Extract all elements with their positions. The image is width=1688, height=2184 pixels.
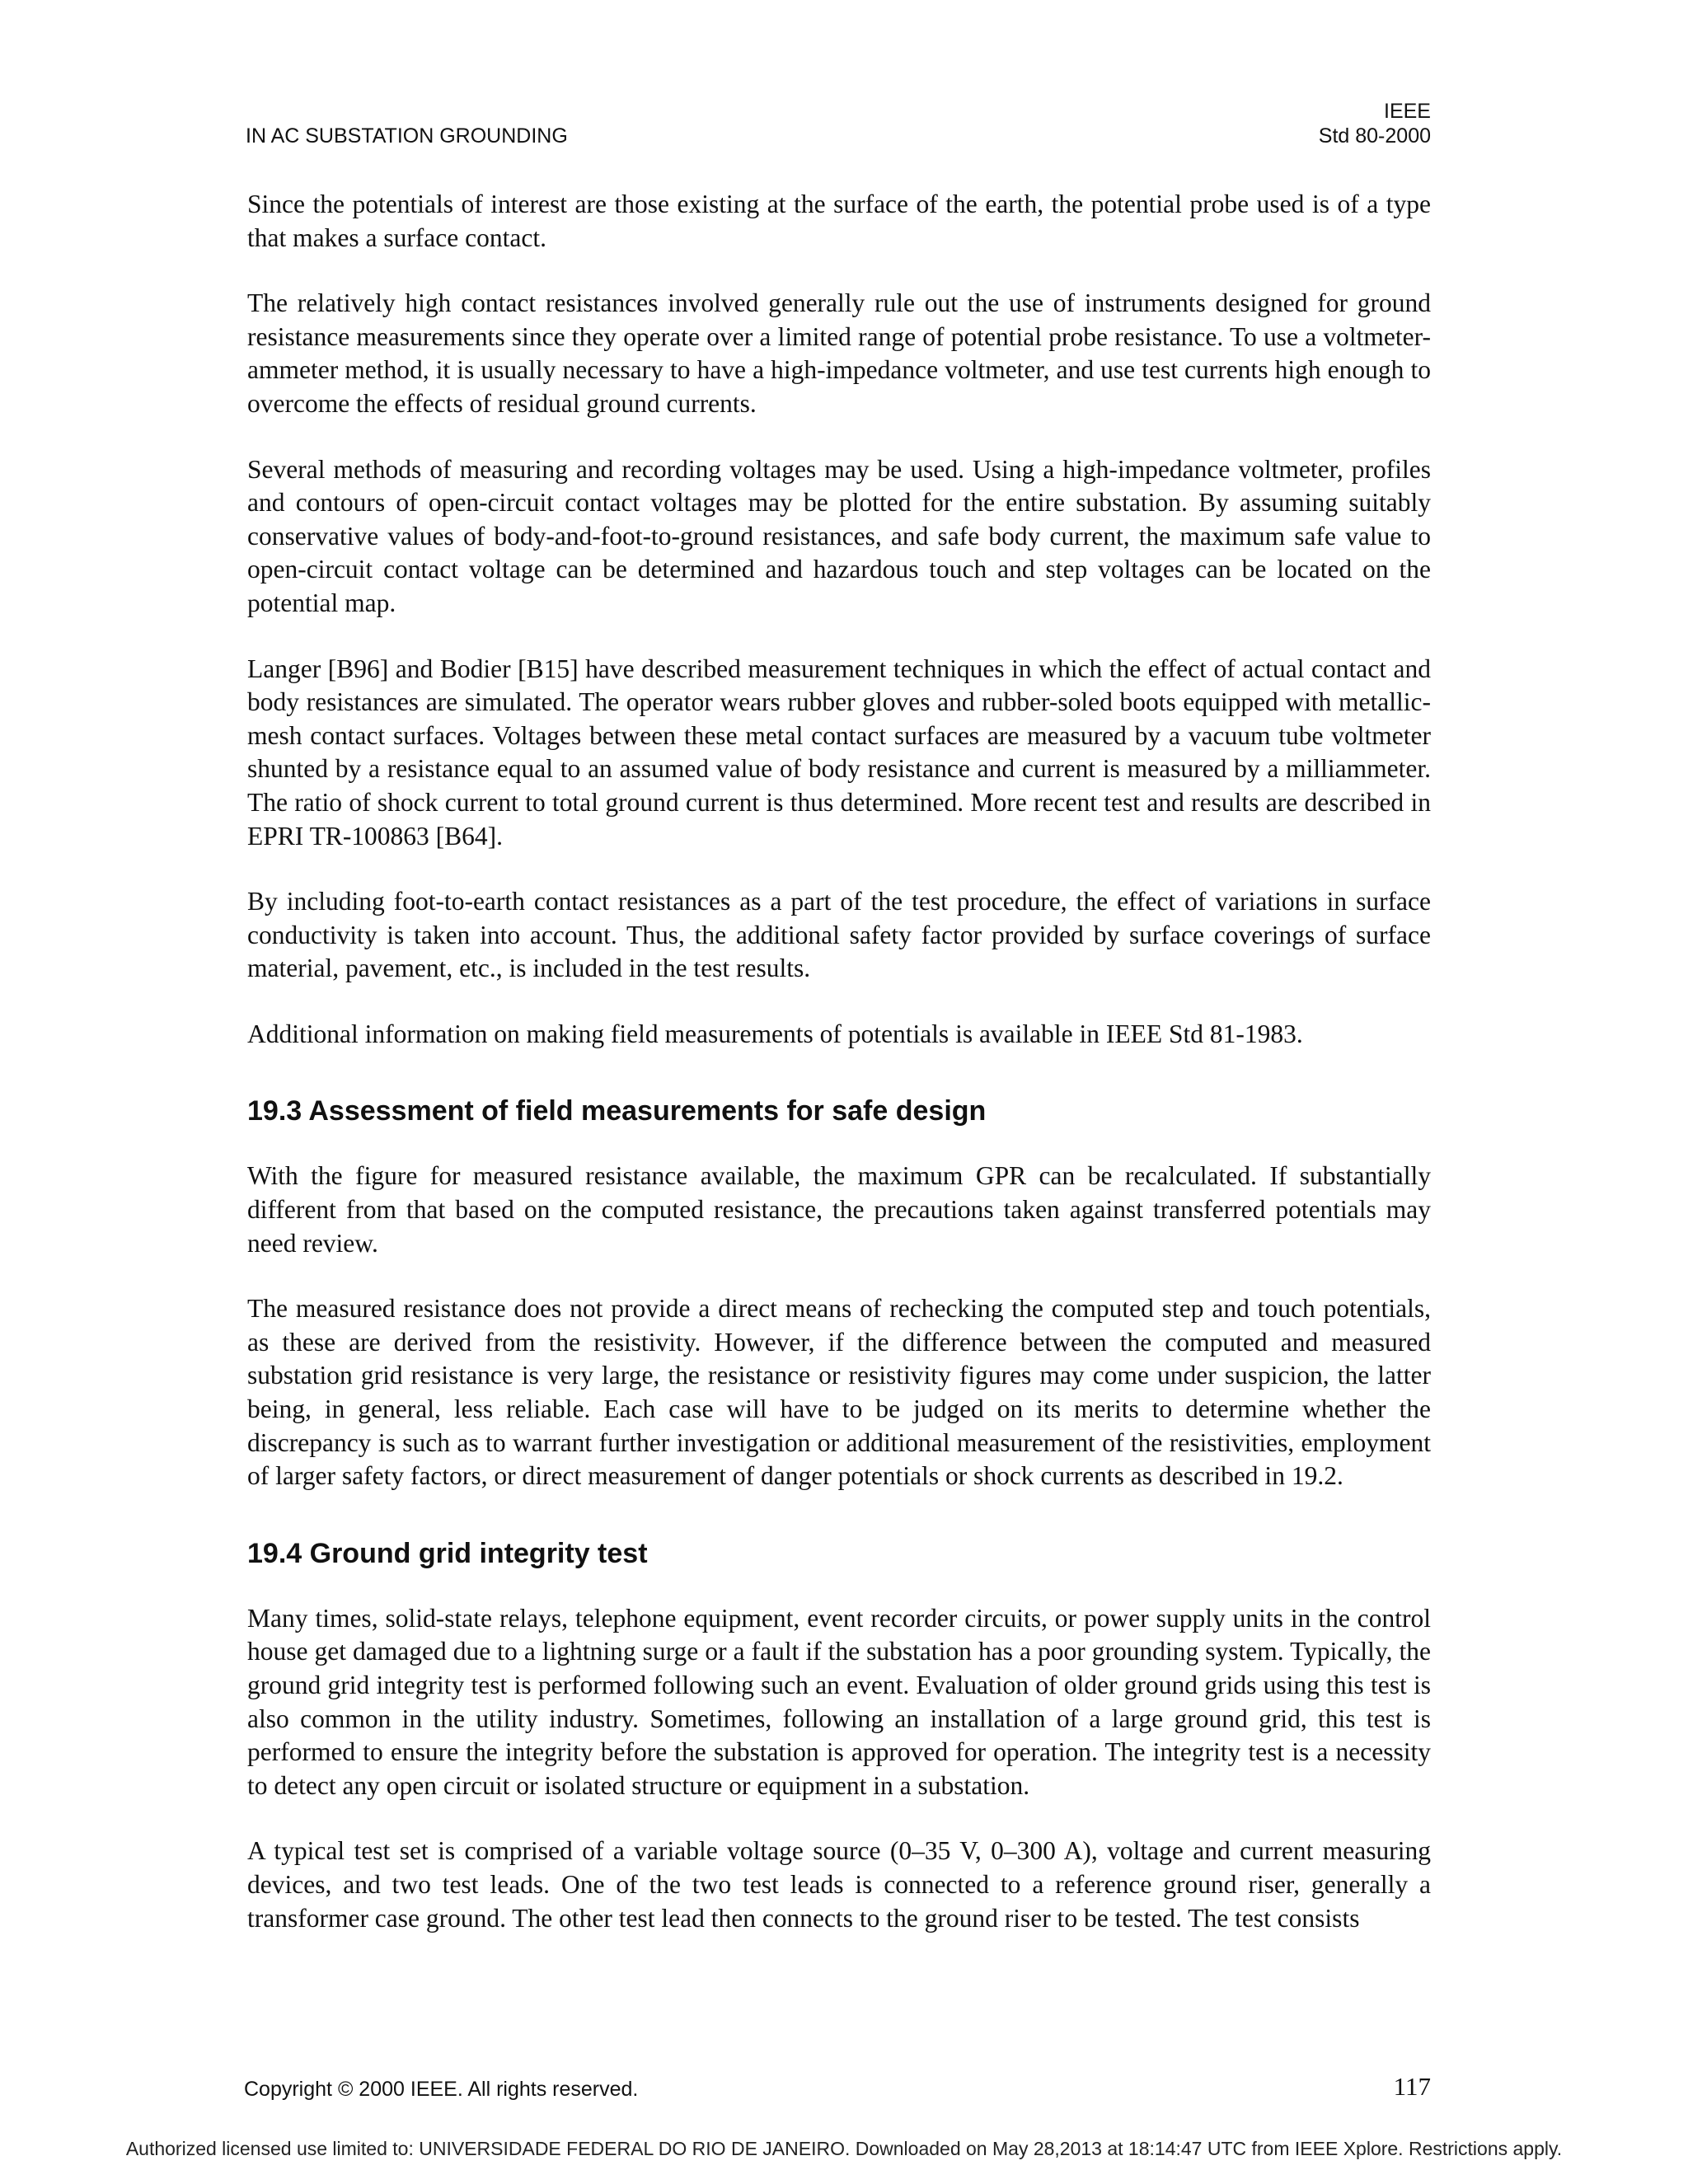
paragraph-recording-methods: Several methods of measuring and recording voltages may be used. Using a high-impedance voltmeter, profiles and contours of open-circuit contact voltages may be plotted for the entire substation. By assuming suitably conservative values of body-and-foot-to-ground resistances, and safe body current, the maximum safe value to open-circuit contact voltage can be determined and hazardous touch and step voltages can be located on the potential map. <box>247 454 1431 617</box>
header-standard-number: Std 80-2000 <box>1318 124 1431 148</box>
paragraph-langer-bodier: Langer [B96] and Bodier [B15] have described measurement techniques in which the effect of actual contact and body resistances are simulated. The operator wears rubber gloves and rubber-soled boots equipped with metallic-mesh contact surfaces. Voltages between these metal contact surfaces are measured by a vacuum tube voltmeter shunted by a resistance equal to an assumed value of body resistance and current is measured by a milliammeter. The ratio of shock current to total ground current is thus determined. More recent test and results are described in EPRI TR-100863 [B64]. <box>247 654 1431 851</box>
header-section-title: IN AC SUBSTATION GROUNDING <box>246 124 568 148</box>
paragraph-measured-resistance: With the figure for measured resistance available, the maximum GPR can be recalculated. If substantially different from that based on the computed resistance, the precautions taken against transferred potentials may need review. <box>247 1161 1431 1258</box>
paragraph-rechecking-potentials: The measured resistance does not provide a direct means of rechecking the computed step and touch potentials, as these are derived from the resistivity. However, if the difference between the computed and measured substation grid resistance is very large, the resistance or resistivity figures may come under suspicion, the latter being, in general, less reliable. Each case will have to be judged on its merits to determine whether the discrepancy is such as to warrant further investigation or additional measurement of the resistivities, employment of larger safety factors, or direct measurement of danger potentials or shock currents as described in 19.2. <box>247 1294 1431 1491</box>
paragraph-surface-contact: Since the potentials of interest are those existing at the surface of the earth, the potential probe used is of a type that makes a surface contact. <box>247 190 1431 252</box>
section-heading-19-3: 19.3 Assessment of field measurements for safe design <box>247 1095 987 1127</box>
header-standard-id <box>1319 99 1431 148</box>
section-heading-19-4: 19.4 Ground grid integrity test <box>247 1537 648 1569</box>
paragraph-additional-info: Additional information on making field measurements of potentials is available in IEEE Std 81-1983. <box>247 1019 1303 1048</box>
paragraph-integrity-test-purpose: Many times, solid-state relays, telephone equipment, event recorder circuits, or power supply units in the control house get damaged due to a lightning surge or a fault if the substation has a poor grounding system. Typically, the ground grid integrity test is performed following such an event. Evaluation of older ground grids using this test is also common in the utility industry. Sometimes, following an installation of a large ground grid, this test is performed to ensure the integrity before the substation is approved for operation. The integrity test is a necessity to detect any open circuit or isolated structure or equipment in a substation. <box>247 1603 1431 1800</box>
paragraph-foot-to-earth: By including foot-to-earth contact resistances as a part of the test procedure, the effect of variations in surface conductivity is taken into account. Thus, the additional safety factor provided by surface coverings of surface material, pavement, etc., is included in the test results. <box>247 887 1431 983</box>
license-notice: Authorized licensed use limited to: UNIVERSIDADE FEDERAL DO RIO DE JANEIRO. Downloaded on May 28,2013 at 18:14:47 UTC from IEEE Xplore. Restrictions apply. <box>125 2138 1563 2159</box>
running-header <box>246 91 1431 148</box>
paragraph-contact-resistances: The relatively high contact resistances involved generally rule out the use of instruments designed for ground resistance measurements since they operate over a limited range of potential probe resistance. To use a voltmeter-ammeter method, it is usually necessary to have a high-impedance voltmeter, and use test currents high enough to overcome the effects of residual ground currents. <box>247 288 1431 418</box>
page-footer <box>244 2069 1431 2102</box>
paragraph-test-set: A typical test set is comprised of a variable voltage source (0–35 V, 0–300 A), voltage and current measuring devices, and two test leads. One of the two test leads is connected to a reference ground riser, generally a transformer case ground. The other test lead then connects to the ground riser to be tested. The test consists <box>247 1836 1431 1933</box>
header-standard-org: IEEE <box>1384 100 1431 123</box>
page-body <box>247 188 1431 1967</box>
page-number: 117 <box>1393 2072 1431 2101</box>
copyright-notice: Copyright © 2000 IEEE. All rights reserved. <box>244 2078 639 2101</box>
